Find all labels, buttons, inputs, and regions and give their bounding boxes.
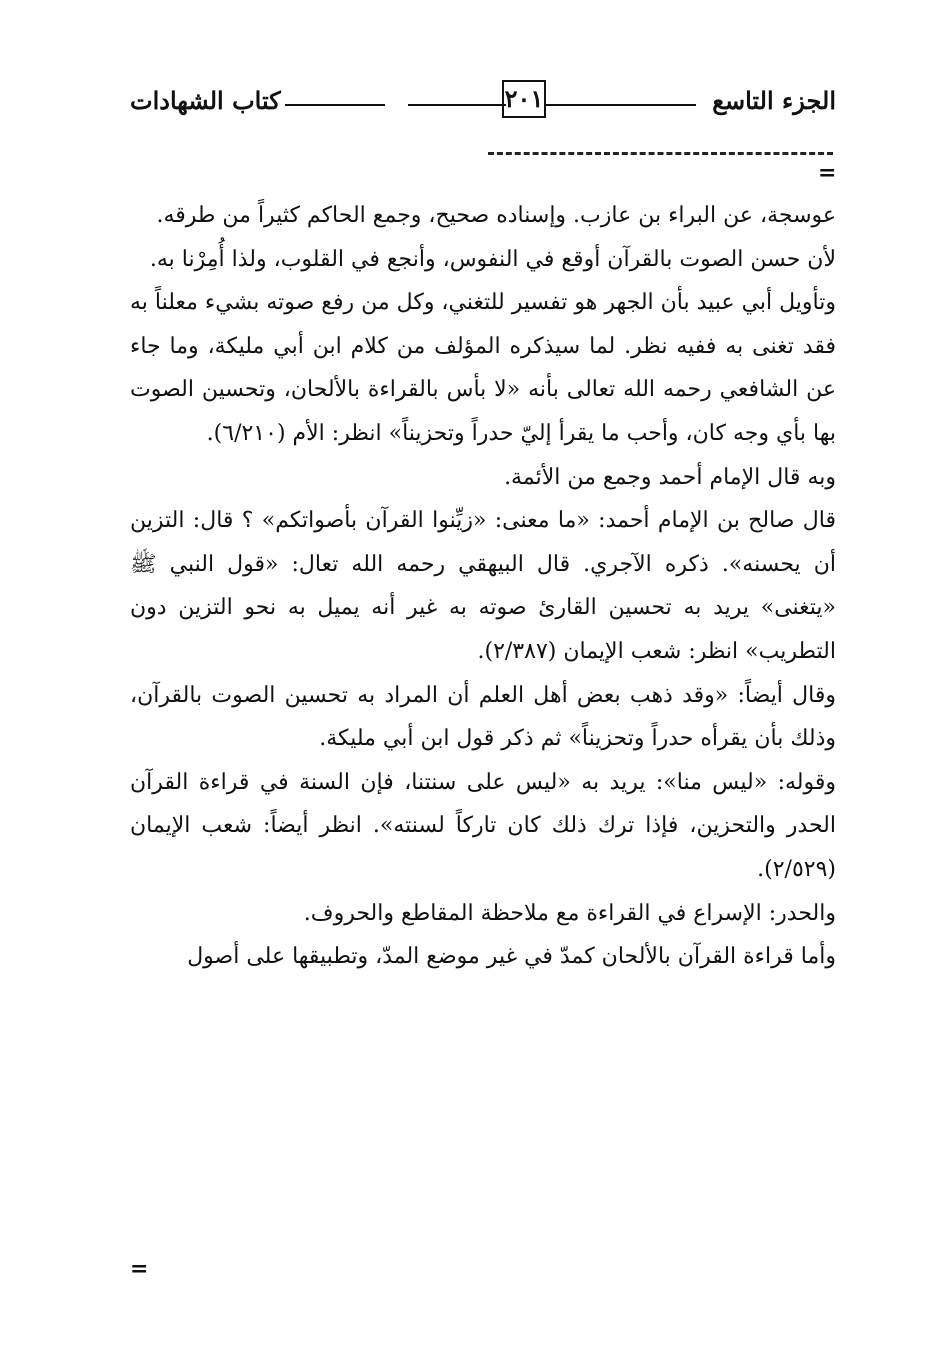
header-rule-right bbox=[546, 104, 696, 106]
paragraph: وقال أيضاً: «وقد ذهب بعض أهل العلم أن المراد به تحسين الصوت بالقرآن، وذلك بأن يقرأه حدراً وتحزيناً» ثم ذكر قول ابن أبي مليكة. bbox=[130, 682, 836, 752]
part-label: الجزء التاسع bbox=[712, 86, 836, 115]
paragraph: وتأويل أبي عبيد بأن الجهر هو تفسير للتغني، وكل من رفع صوته بشيء معلناً به فقد تغنى به ففيه نظر. لما سيذكره المؤلف من كلام ابن أبي مليكة، وما جاء عن الشافعي رحمه الله تعالى بأنه «لا بأس بالقراءة بالألحان، وتحسين الصوت بها بأي وجه كان، وأحب ما يقرأ إليّ حدراً وتحزيناً» انظر: الأم (٦/٢١٠). bbox=[130, 290, 836, 446]
footnote-separator bbox=[488, 152, 833, 155]
paragraph: والحدر: الإسراع في القراءة مع ملاحظة المقاطع والحروف. bbox=[303, 900, 836, 926]
paragraph: عوسجة، عن البراء بن عازب. وإسناده صحيح، وجمع الحاكم كثيراً من طرقه. bbox=[156, 203, 836, 228]
paragraph: قال صالح بن الإمام أحمد: «ما معنى: «زيِّنوا القرآن بأصواتكم» ؟ قال: التزين أن يحسنه». ذكره الآجري. قال البيهقي رحمه الله تعال: «قول النبي ﷺ «يتغنى» يريد به تحسين القارئ صوته به غير أنه يميل به نحو التزين دون التطريب» انظر: شعب الإيمان (٢/٣٨٧). bbox=[130, 508, 836, 664]
header-rule-middle bbox=[408, 104, 506, 106]
running-header bbox=[130, 82, 836, 122]
book-title: كتاب الشهادات bbox=[130, 86, 281, 115]
page-number: ٢٠١ bbox=[502, 80, 546, 118]
continuation-marker-top: = bbox=[818, 160, 837, 186]
continuation-marker-bottom: = bbox=[130, 1256, 149, 1282]
header-rule-left bbox=[285, 104, 385, 106]
paragraph: وأما قراءة القرآن بالألحان كمدّ في غير موضع المدّ، وتطبيقها على أصول bbox=[187, 944, 836, 970]
paragraph: لأن حسن الصوت بالقرآن أوقع في النفوس، وأنجع في القلوب، ولذا أُمِرْنا به. bbox=[149, 246, 836, 272]
footnote-body bbox=[130, 194, 836, 979]
paragraph: وبه قال الإمام أحمد وجمع من الأئمة. bbox=[504, 464, 836, 490]
paragraph: وقوله: «ليس منا»: يريد به «ليس على سنتنا، فإن السنة في قراءة القرآن الحدر والتحزين، فإذا ترك ذلك كان تاركاً لسنته». انظر أيضاً: شعب الإيمان (٢/٥٢٩). bbox=[130, 769, 836, 882]
